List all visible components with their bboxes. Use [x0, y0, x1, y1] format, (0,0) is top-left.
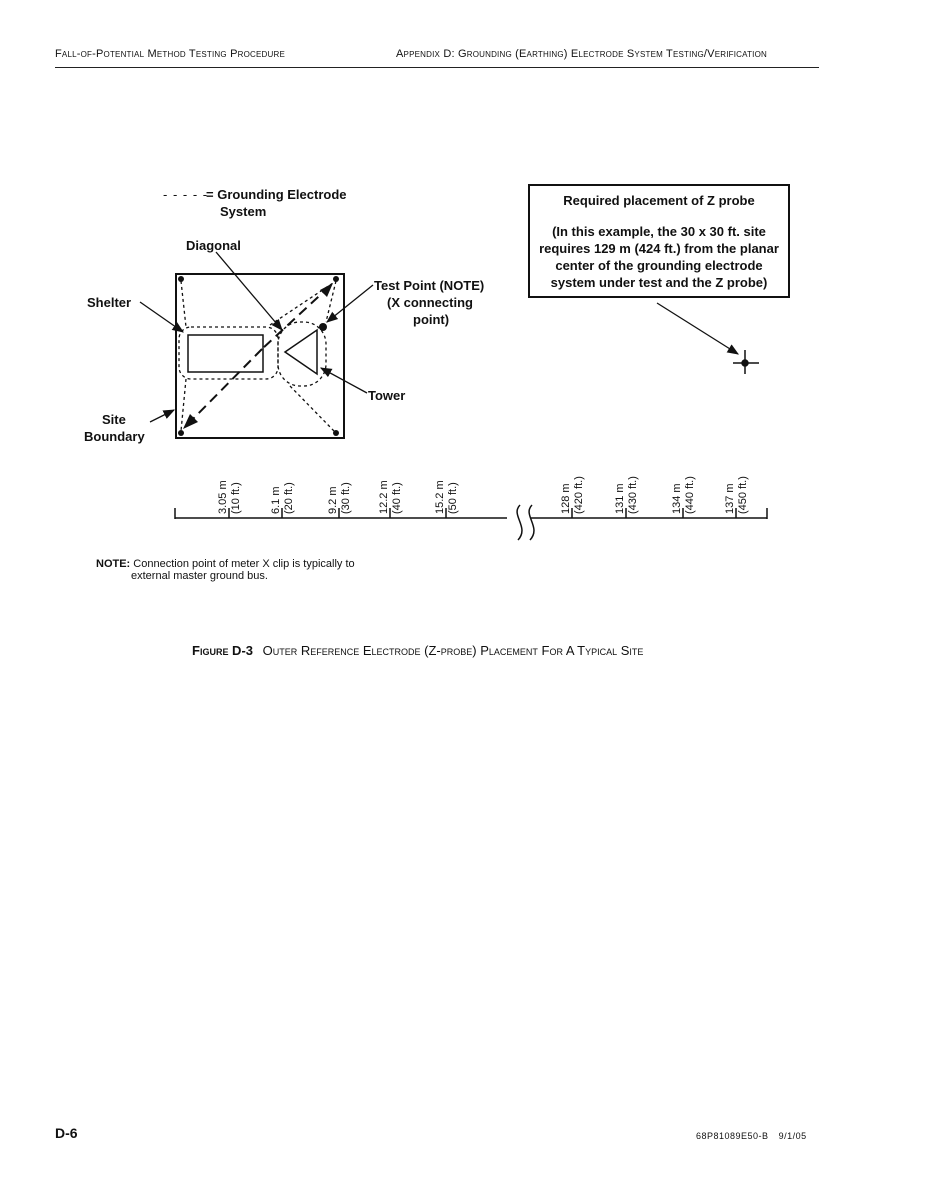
- figure-caption: [192, 643, 643, 658]
- scale-break: [517, 505, 534, 540]
- diagonal-arrowhead-top: [320, 283, 333, 297]
- diagonal-label: Diagonal: [186, 238, 241, 253]
- corner-dot-bl: [178, 430, 184, 436]
- running-header-left: Fall-of-Potential Method Testing Procedure: [55, 48, 285, 60]
- tick-label-imperial: (430 ft.): [627, 476, 639, 514]
- doc-footer: [696, 1131, 807, 1141]
- diagonal-leader: [216, 252, 282, 330]
- tick-label-metric: 12.2 m: [378, 480, 390, 514]
- tick-label-metric: 131 m: [614, 483, 626, 514]
- caption-title: Outer Reference Electrode (Z-probe) Placement For A Typical Site: [262, 643, 644, 658]
- tick-label-metric: 3.05 m: [217, 480, 229, 514]
- tick-label-metric: 15.2 m: [434, 480, 446, 514]
- tick-label-imperial: (30 ft.): [340, 482, 352, 514]
- running-header-right: Appendix D: Grounding (Earthing) Electrode System Testing/Verification: [396, 48, 767, 60]
- shelter-label: Shelter: [87, 295, 132, 310]
- callout-body: [530, 223, 788, 291]
- note-label: NOTE:: [96, 558, 131, 570]
- doc-id: 68P81089E50-B: [696, 1131, 769, 1141]
- z-probe-callout: [528, 184, 790, 298]
- site-boundary-label: Boundary: [84, 429, 145, 444]
- tick-label-imperial: (40 ft.): [391, 482, 403, 514]
- shelter: [188, 335, 263, 372]
- test-point-label: Test Point (NOTE): [374, 278, 485, 293]
- test-point-label: point): [413, 312, 450, 327]
- tick-label-metric: 9.2 m: [327, 486, 339, 514]
- callout-line: (In this example, the 30 x 30 ft. site: [552, 224, 766, 239]
- tick-label-imperial: (440 ft.): [684, 476, 696, 514]
- tick-label-imperial: (450 ft.): [737, 476, 749, 514]
- caption-number: Figure D-3: [192, 643, 254, 658]
- note-text: Connection point of meter X clip is typically to: [133, 558, 355, 570]
- page-number: D-6: [55, 1125, 78, 1141]
- legend-dashes: - - - - -: [163, 187, 209, 202]
- z-probe-leader: [657, 303, 738, 354]
- tick-label-imperial: (420 ft.): [573, 476, 585, 514]
- diagonal-arrowhead-bottom: [183, 414, 198, 429]
- legend-label: = Grounding Electrode: [206, 187, 347, 202]
- site-boundary-leader: [150, 410, 174, 422]
- note-text: external master ground bus.: [131, 570, 268, 582]
- test-point-leader: [327, 285, 373, 322]
- tick-label-metric: 128 m: [560, 483, 572, 514]
- tick-label-metric: 134 m: [671, 483, 683, 514]
- callout-line: system under test and the Z probe): [550, 275, 768, 290]
- tower: [285, 330, 317, 374]
- tick-label-metric: 6.1 m: [270, 486, 282, 514]
- tick-label-imperial: (10 ft.): [230, 482, 242, 514]
- legend-label: System: [220, 204, 267, 219]
- callout-title: Required placement of Z probe: [563, 193, 755, 208]
- callout-line: requires 129 m (424 ft.) from the planar: [539, 241, 779, 256]
- tick-label-imperial: (50 ft.): [447, 482, 459, 514]
- tick-label-metric: 137 m: [724, 483, 736, 514]
- doc-date: 9/1/05: [778, 1131, 807, 1141]
- test-point-dot: [319, 323, 327, 331]
- site-boundary: [176, 274, 344, 438]
- callout-line: center of the grounding electrode: [555, 258, 763, 273]
- test-point-label: (X connecting: [387, 295, 473, 310]
- site-boundary-label: Site: [102, 412, 126, 427]
- tower-label: Tower: [368, 388, 406, 403]
- tick-label-imperial: (20 ft.): [283, 482, 295, 514]
- figure-note: [96, 558, 355, 582]
